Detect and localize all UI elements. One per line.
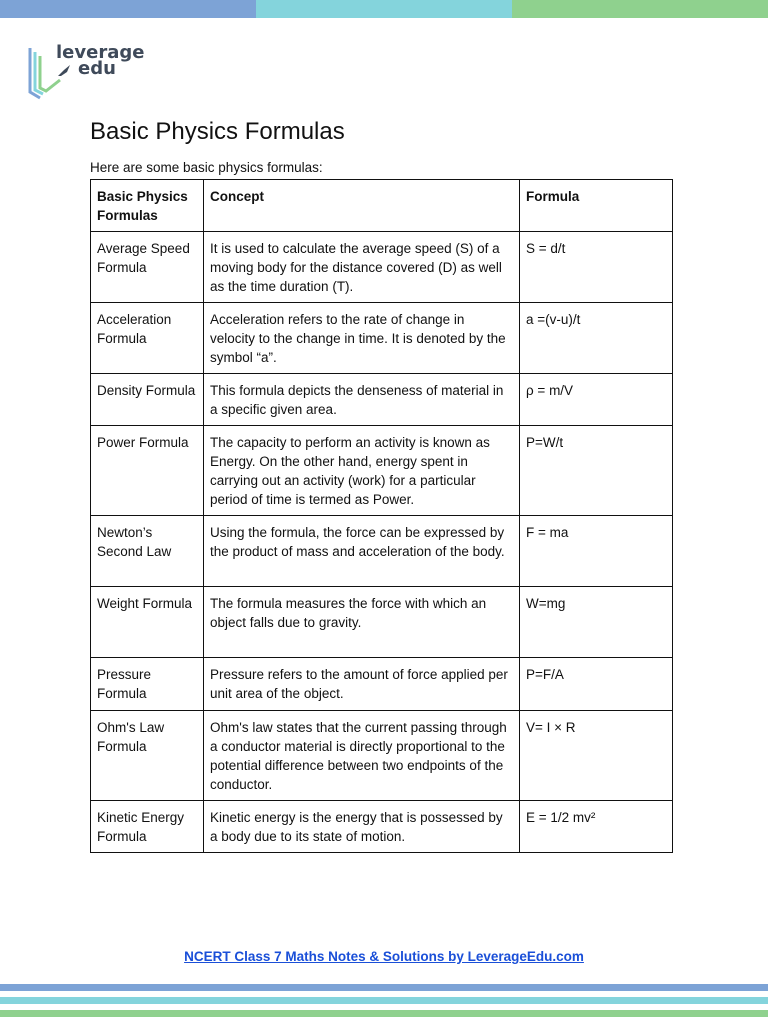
table-row <box>91 711 673 801</box>
intro-text: Here are some basic physics formulas: <box>90 160 323 175</box>
page-title: Basic Physics Formulas <box>90 118 345 145</box>
footer <box>0 948 768 966</box>
footer-ncert-link[interactable]: NCERT Class 7 Maths Notes & Solutions by LeverageEdu.com <box>184 949 584 964</box>
row-name: Weight Formula <box>91 587 204 658</box>
logo-text <box>56 42 145 79</box>
row-concept: It is used to calculate the average speed (S) of a moving body for the distance covered (D) as well as the time duration (T). <box>204 232 520 303</box>
top-bar-blue <box>0 0 256 18</box>
row-formula: W=mg <box>520 587 673 658</box>
top-bar-teal <box>256 0 512 18</box>
row-name: Newton’s Second Law <box>91 516 204 587</box>
row-formula: V= I × R <box>520 711 673 801</box>
bottom-color-lines <box>0 984 768 1023</box>
row-formula: a =(v-u)/t <box>520 303 673 374</box>
table-row <box>91 516 673 587</box>
row-concept: Using the formula, the force can be expressed by the product of mass and acceleration of the body. <box>204 516 520 587</box>
row-name: Acceleration Formula <box>91 303 204 374</box>
table-row <box>91 374 673 426</box>
bottom-line-green <box>0 1010 768 1017</box>
row-name: Density Formula <box>91 374 204 426</box>
row-concept: Pressure refers to the amount of force applied per unit area of the object. <box>204 658 520 711</box>
row-formula: E = 1/2 mv² <box>520 801 673 853</box>
row-concept: Kinetic energy is the energy that is possessed by a body due to its state of motion. <box>204 801 520 853</box>
header-formula: Formula <box>520 180 673 232</box>
row-formula: P=W/t <box>520 426 673 516</box>
row-formula: P=F/A <box>520 658 673 711</box>
row-concept: Acceleration refers to the rate of change in velocity to the change in time. It is denoted by the symbol “a”. <box>204 303 520 374</box>
table-row <box>91 587 673 658</box>
row-concept: The capacity to perform an activity is known as Energy. On the other hand, energy spent in carrying out an activity (work) for a particular period of time is termed as Power. <box>204 426 520 516</box>
logo-line-2: edu <box>78 58 116 79</box>
formulas-table <box>90 179 673 853</box>
table-header-row <box>91 180 673 232</box>
row-name: Pressure Formula <box>91 658 204 711</box>
row-formula: S = d/t <box>520 232 673 303</box>
row-concept: This formula depicts the denseness of material in a specific given area. <box>204 374 520 426</box>
header-basic-physics-formulas: Basic Physics Formulas <box>91 180 204 232</box>
table-row <box>91 232 673 303</box>
table-row <box>91 801 673 853</box>
row-formula: F = ma <box>520 516 673 587</box>
row-formula: ρ = m/V <box>520 374 673 426</box>
row-concept: The formula measures the force with which an object falls due to gravity. <box>204 587 520 658</box>
table-row <box>91 658 673 711</box>
header-concept: Concept <box>204 180 520 232</box>
row-name: Ohm's Law Formula <box>91 711 204 801</box>
table-row <box>91 426 673 516</box>
bottom-line-blue <box>0 984 768 991</box>
logo-line-1: leverage <box>56 42 145 63</box>
row-name: Kinetic Energy Formula <box>91 801 204 853</box>
row-name: Power Formula <box>91 426 204 516</box>
leverage-edu-logo[interactable] <box>26 44 176 100</box>
bottom-line-teal <box>0 997 768 1004</box>
top-color-bar <box>0 0 768 18</box>
table-row <box>91 303 673 374</box>
row-concept: Ohm's law states that the current passing through a conductor material is directly proportional to the potential difference between two endpoints of the conductor. <box>204 711 520 801</box>
row-name: Average Speed Formula <box>91 232 204 303</box>
top-bar-green <box>512 0 768 18</box>
